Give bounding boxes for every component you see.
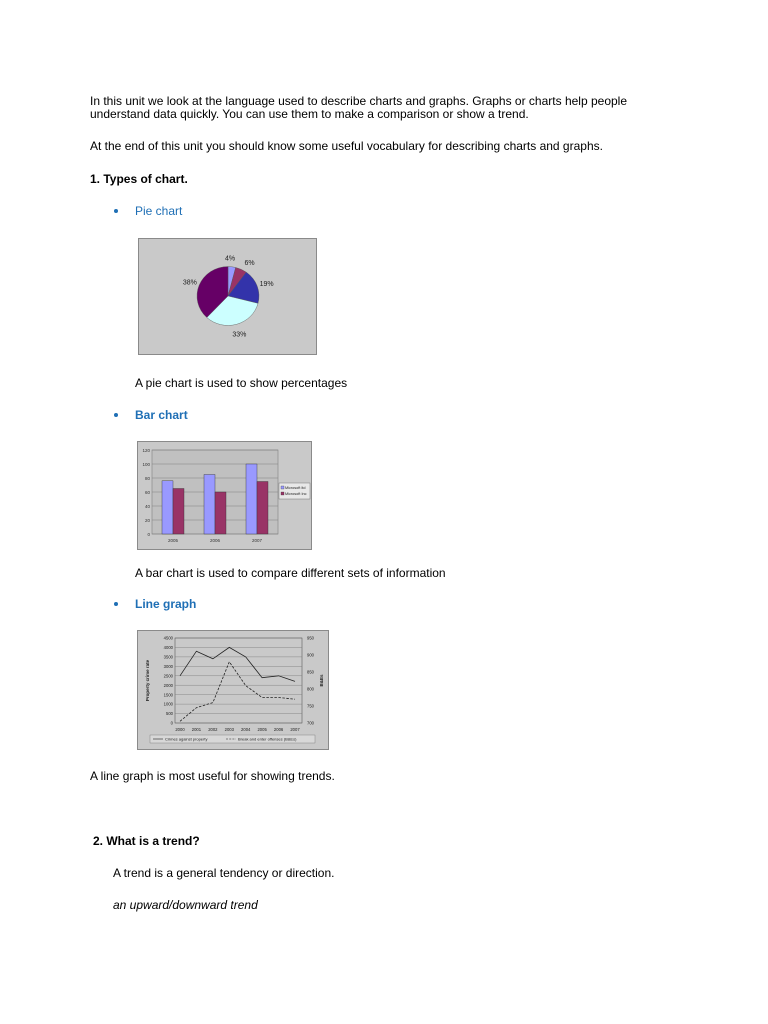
line-x-tick-label: 2006 <box>273 727 284 732</box>
line-x-tick-label: 2005 <box>257 727 267 732</box>
line-y-tick-label: 1500 <box>163 692 173 698</box>
bar <box>204 475 215 535</box>
section-1-heading: 1. Types of chart. <box>90 172 188 186</box>
intro-line-1: In this unit we look at the language used to describe charts and graphs. Graphs or charts help people <box>90 94 627 108</box>
bar <box>257 482 268 535</box>
bullet-icon <box>114 413 118 417</box>
line-y2-tick-label: 850 <box>307 669 314 675</box>
bar <box>162 481 173 534</box>
bar-legend-label: Microsoft ltd <box>285 486 306 490</box>
line-y-tick-label: 4500 <box>163 635 173 641</box>
bullet-icon <box>114 209 118 213</box>
line-legend-label: Crimes against property <box>165 736 208 742</box>
line-graph-label: Line graph <box>135 597 197 611</box>
pie-chart-label: Pie chart <box>135 204 183 218</box>
bar-legend-label: Microsoft Inc <box>285 492 307 496</box>
pie-slice-label: 38% <box>182 279 197 287</box>
bullet-icon <box>114 602 118 606</box>
line-y2-tick-label: 950 <box>307 635 314 641</box>
trend-definition: A trend is a general tendency or direction. <box>113 866 335 880</box>
line-x-tick-label: 2001 <box>191 727 202 732</box>
line-y2-axis-label: B&Es <box>319 674 324 687</box>
bar-x-tick-label: 2006 <box>209 538 221 543</box>
bar <box>173 489 184 535</box>
line-graph-figure <box>137 630 329 750</box>
line-x-tick-label: 2007 <box>290 727 300 732</box>
bar-chart-label: Bar chart <box>135 408 188 422</box>
bar <box>246 464 257 534</box>
line-y2-tick-label: 700 <box>307 720 314 726</box>
line-y2-tick-label: 750 <box>307 703 314 709</box>
line-y-axis-label: Property crime rate <box>145 659 150 702</box>
bar-x-tick-label: 2007 <box>251 538 263 543</box>
intro-line-2: understand data quickly. You can use them to make a comparison or show a trend. <box>90 107 529 121</box>
bar-chart <box>138 442 311 549</box>
bar <box>215 492 226 534</box>
bar-y-tick-label: 100 <box>142 462 150 467</box>
line-graph-caption: A line graph is most useful for showing trends. <box>90 769 335 783</box>
line-y-tick-label: 0 <box>170 720 173 726</box>
bar-y-tick-label: 80 <box>144 476 150 481</box>
line-graph <box>138 631 328 749</box>
bar-chart-caption: A bar chart is used to compare different sets of information <box>135 566 446 580</box>
bar-y-tick-label: 40 <box>144 504 150 509</box>
bar-y-tick-label: 60 <box>144 490 150 495</box>
line-y-tick-label: 1000 <box>163 701 173 707</box>
pie-slice-label: 33% <box>232 331 247 339</box>
bar-x-tick-label: 2005 <box>167 538 179 543</box>
line-plot-area <box>175 638 302 723</box>
intro-line-3: At the end of this unit you should know some useful vocabulary for describing charts and graphs. <box>90 139 603 153</box>
bar-chart-figure <box>137 441 312 550</box>
line-y2-tick-label: 900 <box>307 652 314 658</box>
line-x-tick-label: 2000 <box>175 727 185 732</box>
pie-slice-label: 4% <box>225 255 236 263</box>
line-x-tick-label: 2004 <box>241 727 251 732</box>
trend-example: an upward/downward trend <box>113 898 258 912</box>
pie-chart-figure <box>138 238 317 355</box>
line-y-tick-label: 2000 <box>163 682 173 688</box>
pie-slice-label: 19% <box>259 280 274 288</box>
line-y-tick-label: 2500 <box>163 673 173 679</box>
line-x-tick-label: 2002 <box>208 727 218 732</box>
bar-y-tick-label: 120 <box>142 448 150 453</box>
line-x-tick-label: 2003 <box>224 727 234 732</box>
section-2-heading: 2. What is a trend? <box>93 834 200 848</box>
line-y-tick-label: 3500 <box>163 654 173 660</box>
line-y-tick-label: 4000 <box>163 645 173 651</box>
bar-legend-swatch <box>281 486 284 489</box>
bar-legend-swatch <box>281 492 284 495</box>
bar-y-tick-label: 0 <box>147 532 150 537</box>
line-y-tick-label: 500 <box>166 711 173 717</box>
pie-slice-label: 6% <box>244 259 255 267</box>
line-y2-tick-label: 800 <box>307 686 314 692</box>
pie-chart <box>139 239 316 354</box>
line-y-tick-label: 3000 <box>163 663 173 669</box>
line-legend-label: Break and enter offenses (B&Es) <box>238 736 297 742</box>
bar-y-tick-label: 20 <box>144 518 150 523</box>
pie-chart-caption: A pie chart is used to show percentages <box>135 376 348 390</box>
